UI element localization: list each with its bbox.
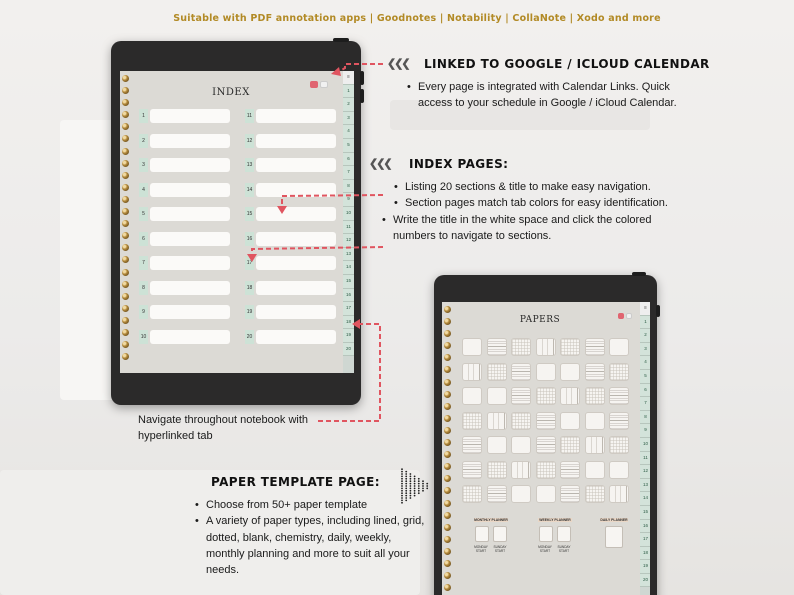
paper-template-thumb[interactable] (585, 387, 605, 405)
spiral-ring (444, 560, 451, 567)
index-section-number[interactable]: 19 (245, 305, 254, 319)
spiral-ring (444, 439, 451, 446)
spiral-ring (444, 415, 451, 422)
paper-template-thumb[interactable] (511, 412, 531, 430)
tab-section-9[interactable]: 9 (640, 424, 650, 438)
spiral-ring (444, 512, 451, 519)
tab-arrow (318, 324, 380, 421)
tab-section-7[interactable]: 7 (640, 397, 650, 411)
index-section-number[interactable]: 20 (245, 330, 254, 344)
spiral-ring (444, 500, 451, 507)
paper-template-thumb[interactable] (487, 485, 507, 503)
dot (426, 483, 428, 485)
dot (414, 492, 416, 494)
dot (405, 480, 407, 482)
weekly-planner-sunday-thumb[interactable] (557, 526, 571, 542)
tab-arrow-head (352, 319, 360, 329)
dot (426, 488, 428, 490)
dot (401, 480, 403, 482)
paper-template-thumb[interactable] (536, 363, 556, 381)
paper-template-thumb[interactable] (462, 485, 482, 503)
index-section-number[interactable]: 14 (245, 183, 254, 197)
paper-template-thumb[interactable] (536, 338, 556, 356)
spiral-ring (444, 548, 451, 555)
paper-template-thumb[interactable] (462, 387, 482, 405)
paper-template-thumb[interactable] (511, 436, 531, 454)
dot (401, 476, 403, 478)
index-section-number[interactable]: 6 (139, 232, 148, 246)
weekly-sunday-start[interactable]: SUNDAY START (557, 545, 571, 553)
monthly-sunday-start[interactable]: SUNDAY START (493, 545, 507, 553)
index-section-number[interactable]: 1 (139, 109, 148, 123)
spiral-ring (444, 391, 451, 398)
paper-template-thumb[interactable] (560, 485, 580, 503)
spiral-ring (444, 475, 451, 482)
index-section-number[interactable]: 13 (245, 158, 254, 172)
paper-heading: PAPER TEMPLATE PAGE: (211, 475, 380, 489)
dot (410, 490, 412, 492)
tab-section-18[interactable]: 18 (640, 547, 650, 561)
paper-template-thumb[interactable] (585, 436, 605, 454)
dot (418, 492, 420, 494)
paper-template-thumb[interactable] (585, 485, 605, 503)
paper-template-thumb[interactable] (462, 338, 482, 356)
papers-tablet (434, 275, 657, 595)
dot (414, 488, 416, 490)
spiral-ring (444, 524, 451, 531)
spiral-ring (444, 366, 451, 373)
paper-template-thumb[interactable] (511, 485, 531, 503)
paper-template-thumb[interactable] (609, 485, 629, 503)
paper-template-thumb[interactable] (487, 412, 507, 430)
dot (414, 483, 416, 485)
spiral-ring (444, 584, 451, 591)
weekly-planner-monday-thumb[interactable] (539, 526, 553, 542)
index-heading: INDEX PAGES: (409, 157, 509, 171)
monthly-planner-label: MONTHLY PLANNER (474, 518, 508, 522)
spiral-ring (444, 403, 451, 410)
dot (410, 488, 412, 490)
tab-section-4[interactable]: 4 (343, 125, 354, 139)
monthly-monday-start[interactable]: MONDAY START (474, 545, 488, 553)
dot (405, 483, 407, 485)
index-page-title: INDEX (212, 87, 250, 98)
dot (401, 468, 403, 470)
paper-bullet: • A variety of paper types, including lined, grid, dotted, blank, chemistry, daily, weekly, monthly planning and more to suit all your needs. (193, 513, 431, 578)
tab-section-13[interactable]: 13 (640, 479, 650, 493)
spiral-ring (444, 463, 451, 470)
paper-template-thumb[interactable] (462, 461, 482, 479)
dot (414, 478, 416, 480)
index-section-number[interactable]: 3 (139, 158, 148, 172)
dot (410, 483, 412, 485)
dot (418, 483, 420, 485)
paper-template-thumb[interactable] (609, 387, 629, 405)
daily-planner-label: DAILY PLANNER (600, 518, 628, 522)
spiral-ring (444, 487, 451, 494)
dot (410, 492, 412, 494)
spiral-rings (444, 306, 452, 595)
tab-section-3[interactable]: 3 (640, 343, 650, 357)
paper-template-thumb[interactable] (536, 412, 556, 430)
tab-section-2[interactable]: 2 (343, 98, 354, 112)
tab-section-3[interactable]: 3 (343, 112, 354, 126)
tab-section-4[interactable]: 4 (640, 356, 650, 370)
paper-template-thumb[interactable] (511, 338, 531, 356)
paper-template-thumb[interactable] (511, 363, 531, 381)
tab-section-13[interactable]: 13 (343, 248, 354, 262)
dot (410, 478, 412, 480)
index-bullet: • Listing 20 sections & title to make easy navigation. (392, 179, 674, 195)
tab-section-6[interactable]: 6 (343, 153, 354, 167)
paper-template-thumb[interactable] (487, 461, 507, 479)
paper-bullet: • Choose from 50+ paper template (193, 497, 431, 513)
spiral-ring (444, 342, 451, 349)
dot (401, 483, 403, 485)
dot (410, 480, 412, 482)
dot (418, 490, 420, 492)
index-section-number[interactable]: 16 (245, 232, 254, 246)
dot (401, 492, 403, 494)
tab-section-8[interactable]: 8 (343, 180, 354, 194)
dot (422, 485, 424, 487)
chevron-icon: ❮❮❮ (387, 58, 409, 70)
dot (401, 485, 403, 487)
index-section-number[interactable]: 17 (245, 256, 254, 270)
dot (405, 473, 407, 475)
daily-planner-thumb[interactable] (605, 526, 623, 548)
tab-section-16[interactable]: 16 (640, 520, 650, 534)
tab-section-1[interactable]: 1 (640, 316, 650, 330)
monthly-planner-sunday-thumb[interactable] (493, 526, 507, 542)
paper-template-thumb[interactable] (609, 338, 629, 356)
index-arrow-1 (282, 195, 383, 207)
papers-screen (442, 302, 650, 595)
tab-section-11[interactable]: 11 (640, 452, 650, 466)
tab-section-2[interactable]: 2 (640, 329, 650, 343)
spiral-ring (444, 427, 451, 434)
spiral-ring (444, 354, 451, 361)
paper-template-thumb[interactable] (511, 461, 531, 479)
spiral-ring (444, 451, 451, 458)
calendar-arrow-head (331, 67, 341, 76)
dot (405, 492, 407, 494)
index-section-number[interactable]: 8 (139, 281, 148, 295)
tab-section-5[interactable]: 5 (640, 370, 650, 384)
dot (405, 485, 407, 487)
spiral-ring (444, 379, 451, 386)
tab-menu-icon[interactable]: ≡ (343, 71, 354, 85)
spiral-ring (444, 330, 451, 337)
tab-section-16[interactable]: 16 (343, 289, 354, 303)
tab-section-14[interactable]: 14 (640, 492, 650, 506)
paper-template-thumb[interactable] (536, 461, 556, 479)
tab-section-14[interactable]: 14 (343, 261, 354, 275)
paper-template-thumb[interactable] (560, 436, 580, 454)
index-section-number[interactable]: 7 (139, 256, 148, 270)
dot (422, 490, 424, 492)
dot (418, 478, 420, 480)
chevron-icon: ❮❮❮ (369, 158, 391, 170)
tablet-volume-button (656, 305, 660, 317)
tab-section-12[interactable]: 12 (640, 465, 650, 479)
dot (405, 488, 407, 490)
dot (414, 476, 416, 478)
papers-page-title: PAPERS (519, 315, 561, 325)
paper-template-thumb[interactable] (536, 485, 556, 503)
tab-section-17[interactable]: 17 (640, 533, 650, 547)
paper-template-thumb[interactable] (487, 436, 507, 454)
index-bullet: • Section pages match tab colors for easy identification. (392, 195, 674, 211)
dot (410, 485, 412, 487)
hyperlink-tabs (640, 302, 650, 595)
dot (422, 488, 424, 490)
paper-template-thumb[interactable] (560, 387, 580, 405)
dot (401, 471, 403, 473)
tab-section-15[interactable]: 15 (640, 506, 650, 520)
dot (405, 478, 407, 480)
dot (405, 476, 407, 478)
index-bullet: • Write the title in the white space and click the colored numbers to navigate to sections. (380, 212, 674, 245)
tab-section-18[interactable]: 18 (343, 316, 354, 330)
index-section-number[interactable]: 11 (245, 109, 254, 123)
index-bullets (392, 179, 674, 244)
paper-template-thumb[interactable] (609, 436, 629, 454)
paper-template-thumb[interactable] (609, 412, 629, 430)
dot (422, 483, 424, 485)
tab-section-10[interactable]: 10 (640, 438, 650, 452)
index-section-number[interactable]: 15 (245, 207, 254, 221)
paper-template-thumb[interactable] (585, 412, 605, 430)
paper-template-thumb[interactable] (462, 436, 482, 454)
dot (418, 485, 420, 487)
paper-template-thumb[interactable] (585, 338, 605, 356)
dot (422, 480, 424, 482)
tab-section-20[interactable]: 20 (640, 574, 650, 588)
tab-section-9[interactable]: 9 (343, 193, 354, 207)
dot (401, 488, 403, 490)
paper-template-thumb[interactable] (585, 461, 605, 479)
paper-template-thumb[interactable] (462, 363, 482, 381)
dot (418, 488, 420, 490)
dot (414, 485, 416, 487)
dot (405, 490, 407, 492)
tab-section-20[interactable]: 20 (343, 343, 354, 357)
tab-section-19[interactable]: 19 (640, 560, 650, 574)
paper-template-thumb[interactable] (560, 412, 580, 430)
dot (401, 490, 403, 492)
index-arrow-2 (252, 247, 383, 255)
index-section-number[interactable]: 12 (245, 134, 254, 148)
paper-template-thumb[interactable] (487, 363, 507, 381)
tab-section-1[interactable]: 1 (343, 85, 354, 99)
dot (410, 473, 412, 475)
tab-section-12[interactable]: 12 (343, 234, 354, 248)
dot (410, 476, 412, 478)
tab-menu-icon[interactable]: ≡ (640, 302, 650, 316)
dot (401, 478, 403, 480)
paper-template-thumb[interactable] (560, 363, 580, 381)
index-section-number[interactable]: 5 (139, 207, 148, 221)
paper-template-thumb[interactable] (462, 412, 482, 430)
index-section-number[interactable]: 10 (139, 330, 148, 344)
tab-section-11[interactable]: 11 (343, 221, 354, 235)
tab-caption: Navigate throughout notebook with hyperlinked tab (138, 414, 309, 442)
paper-template-thumb[interactable] (536, 387, 556, 405)
weekly-planner-label: WEEKLY PLANNER (539, 518, 571, 522)
paper-template-thumb[interactable] (560, 338, 580, 356)
dot (405, 471, 407, 473)
dot (418, 480, 420, 482)
tab-section-5[interactable]: 5 (343, 139, 354, 153)
paper-template-thumb[interactable] (585, 363, 605, 381)
paper-template-thumb[interactable] (560, 461, 580, 479)
paper-template-thumb[interactable] (609, 461, 629, 479)
spiral-ring (444, 306, 451, 313)
paper-template-thumb[interactable] (536, 436, 556, 454)
tab-section-6[interactable]: 6 (640, 384, 650, 398)
tab-section-10[interactable]: 10 (343, 207, 354, 221)
calendar-bullet: • Every page is integrated with Calendar Links. Quick access to your schedule in Google / iCloud Calendar. (405, 79, 685, 112)
tab-section-17[interactable]: 17 (343, 302, 354, 316)
dot (414, 480, 416, 482)
index-section-number[interactable]: 2 (139, 134, 148, 148)
tablet-power-button (632, 272, 646, 276)
calendar-heading: LINKED TO GOOGLE / ICLOUD CALENDAR (424, 57, 710, 71)
spiral-ring (444, 536, 451, 543)
index-section-number[interactable]: 4 (139, 183, 148, 197)
weekly-monday-start[interactable]: MONDAY START (538, 545, 552, 553)
index-arrow-2-head (247, 254, 257, 262)
tab-section-8[interactable]: 8 (640, 411, 650, 425)
paper-bullets (193, 497, 431, 578)
index-arrow-1-head (277, 206, 287, 214)
tab-section-19[interactable]: 19 (343, 329, 354, 343)
index-section-number[interactable]: 18 (245, 281, 254, 295)
monthly-planner-monday-thumb[interactable] (475, 526, 489, 542)
dot (401, 473, 403, 475)
dot (426, 485, 428, 487)
paper-template-thumb[interactable] (487, 338, 507, 356)
index-section-number[interactable]: 9 (139, 305, 148, 319)
tab-section-7[interactable]: 7 (343, 166, 354, 180)
dot (414, 490, 416, 492)
paper-template-thumb[interactable] (487, 387, 507, 405)
calendar-bullets (405, 79, 685, 112)
paper-template-thumb[interactable] (511, 387, 531, 405)
paper-template-thumb[interactable] (609, 363, 629, 381)
tab-section-15[interactable]: 15 (343, 275, 354, 289)
spiral-ring (444, 572, 451, 579)
compatibility-banner: Suitable with PDF annotation apps | Goodnotes | Notability | CollaNote | Xodo and more (173, 13, 661, 24)
calendar-arrow (338, 64, 383, 72)
